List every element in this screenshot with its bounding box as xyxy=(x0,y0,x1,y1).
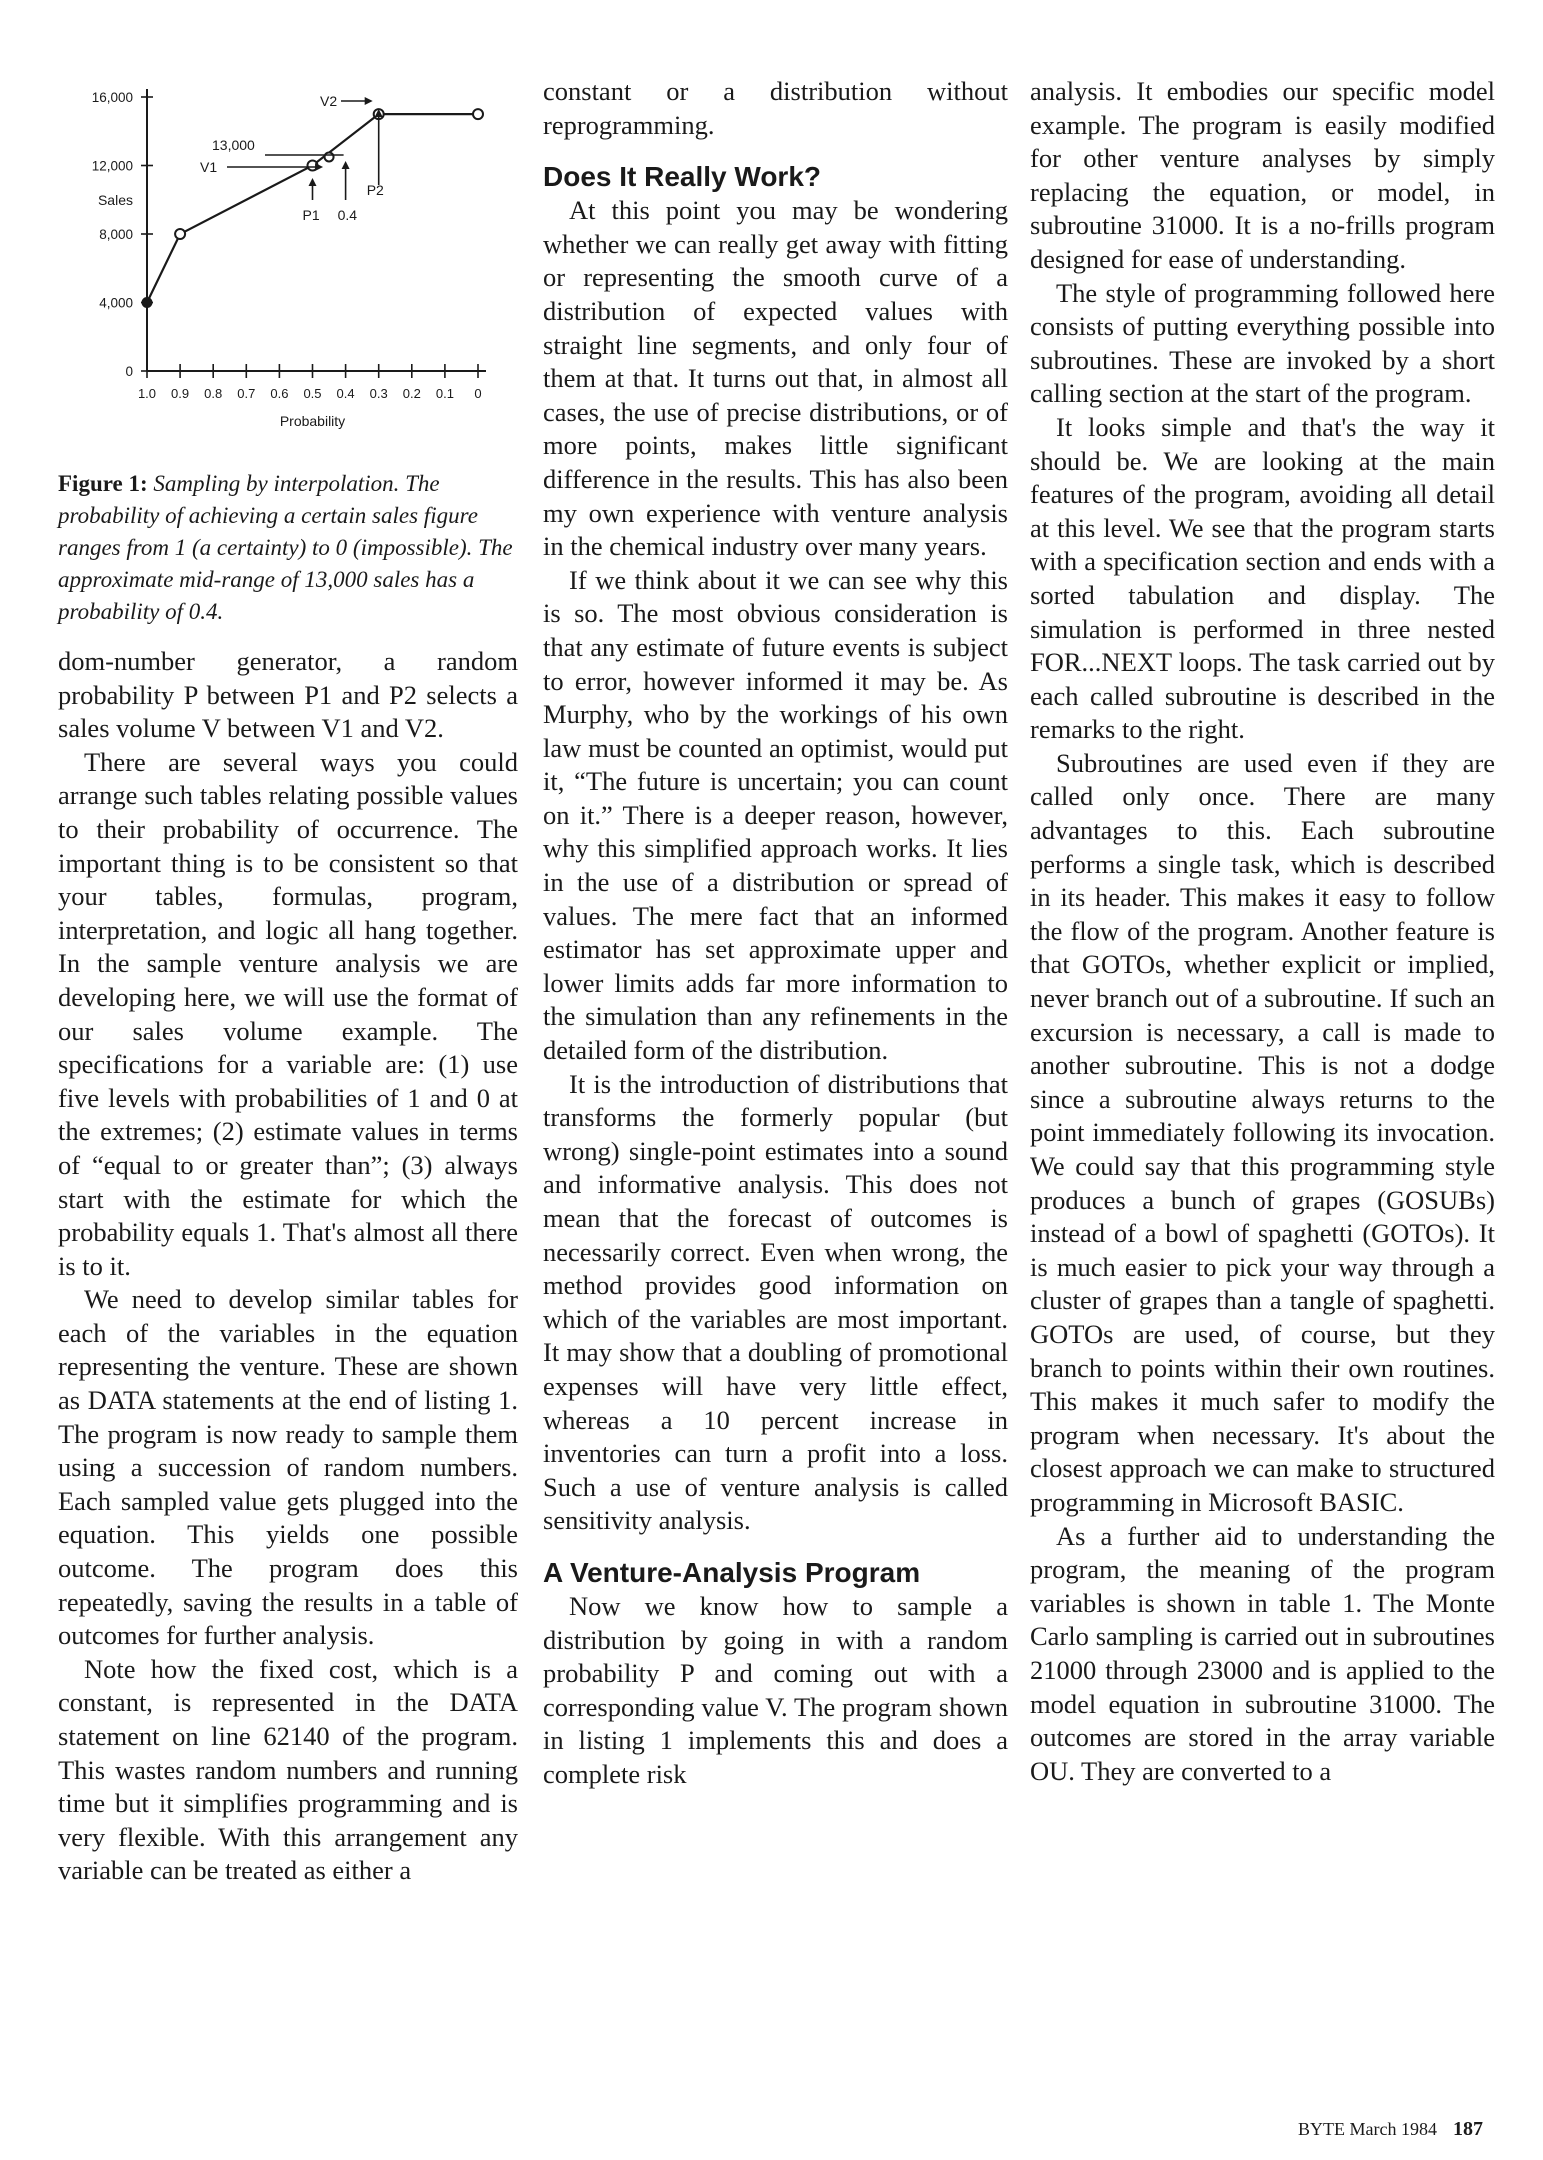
column-2 xyxy=(543,75,1008,1792)
y-tick-label: 4,000 xyxy=(99,295,133,311)
x-tick-label: 0.6 xyxy=(270,386,289,401)
y-tick-label: 16,000 xyxy=(91,90,133,105)
figure-1-chart xyxy=(58,75,518,455)
paragraph: The style of programming followed here consists of putting everything possible into subroutines. These are invoked by a short calling section at the start of the program. xyxy=(1030,277,1495,409)
annotation-v1: V1 xyxy=(200,159,218,175)
x-tick-label: 1.0 xyxy=(137,386,157,401)
x-tick-label: 0.1 xyxy=(435,386,454,401)
section-heading-venture-analysis-program: A Venture-Analysis Program xyxy=(543,1556,921,1588)
publication-info: BYTE March 1984 xyxy=(1298,2119,1437,2139)
data-point xyxy=(473,109,483,119)
x-tick-label: 0.4 xyxy=(336,386,355,401)
figure-caption-text: Sampling by interpolation. The probability of achieving a certain sales figure ranges from 1 (a certainty) to 0 (impossible). The approximate mid-range of 13,000 sales has a probability of 0.4. xyxy=(58,471,513,624)
page-number: 187 xyxy=(1453,2118,1483,2140)
x-tick-label: 0.9 xyxy=(171,386,190,401)
paragraph: analysis. It embodies our specific model example. The program is easily modified for other venture analyses by simply replacing the equation, or model, in subroutine 31000. It is a no-frills program designed for ease of understanding. xyxy=(1030,76,1495,274)
paragraph: It is the introduction of distributions that transforms the formerly popular (but wrong) single-point estimates into a sound and informative analysis. This does not mean that the forecast of outcomes is necessarily correct. Even when wrong, the method provides good information on which of the variables are most important. It may show that a doubling of promotional expenses will have very little effect, whereas a 10 percent increase in inventories can turn a profit into a loss. Such a use of venture analysis is called sensitivity analysis. xyxy=(543,1068,1008,1536)
paragraph: There are several ways you could arrange such tables relating possible values to their probability of occurrence. The important thing is to be consistent so that your tables, formulas, program, interpretation, and logic all hang together. In the sample venture analysis we are developing here, we will use the format of our sales volume example. The specifications for a variable are: (1) use five levels with probabilities of 1 and 0 at the extremes; (2) estimate values in terms of “equal to or greater than”; (3) always start with the estimate for which the probability equals 1. That's almost all there is to it. xyxy=(58,746,518,1281)
data-point xyxy=(175,229,185,239)
section-heading-does-it-really-work: Does It Really Work? xyxy=(543,161,822,193)
y-tick-label: 0 xyxy=(125,364,133,379)
annotation-v2: V2 xyxy=(320,93,338,109)
y-tick-label: 8,000 xyxy=(99,227,133,242)
paragraph: Note how the fixed cost, which is a constant, is represented in the DATA statement on line 62140 of the program. This wastes random numbers and running time but it simplifies programming and is very flexible. With this arrangement any variable can be treated as either a xyxy=(58,1653,518,1886)
interpolated-point xyxy=(325,152,334,161)
annotation-p1: P1 xyxy=(302,207,320,223)
y-tick-label: 12,000 xyxy=(91,158,133,174)
x-tick-label: 0.7 xyxy=(237,386,256,401)
x-axis-label: Probability xyxy=(279,413,346,429)
x-tick-label: 0 xyxy=(474,386,482,401)
data-point xyxy=(143,298,152,307)
annotation-p2: P2 xyxy=(366,182,384,198)
annotation-p1-value: 0.4 xyxy=(337,207,358,223)
x-tick-label: 0.3 xyxy=(369,386,388,401)
paragraph: It looks simple and that's the way it should be. We are looking at the main features of the program, avoiding all detail at this level. We see that the program starts with a specification section and ends with a sorted tabulation and display. The simulation is performed in three nested FOR...NEXT loops. The task carried out by each called subroutine is described in the remarks to the right. xyxy=(1030,411,1495,745)
paragraph: constant or a distribution without reprogramming. xyxy=(543,76,1008,140)
paragraph: If we think about it we can see why this is so. The most obvious consideration is that any estimate of future events is subject to error, however informed it may be. As Murphy, who by the workings of his own law must be counted an optimist, would put it, “The future is uncertain; you can count on it.” There is a deeper reason, however, why this simplified approach works. It lies in the use of a distribution or spread of values. The mere fact that an informed estimator has set approximate upper and lower limits adds far more information to the simulation than any refinements in the detailed form of the distribution. xyxy=(543,564,1008,1066)
annotation-04-arrowhead xyxy=(342,161,350,169)
annotation-v1-arrowhead xyxy=(315,163,323,171)
paragraph: Subroutines are used even if they are called only once. There are many advantages to this. Each subroutine performs a single task, which is described in its header. This makes it easy to follow the flow of the program. Another feature is that GOTOs, whether explicit or implied, never branch out of a subroutine. If such an excursion is necessary, a call is made to another subroutine. This is not a dodge since a subroutine always returns to the point immediately following its invocation. We could say that this programming style produces a bunch of grapes (GOSUBs) instead of a bowl of spaghetti (GOTOs). It is much easier to pick your way through a cluster of grapes than a tangle of spaghetti. GOTOs are used, of course, but they branch to points within their own routines. This makes it much safer to modify the program when necessary. It's about the closest approach we can make to structured programming in Microsoft BASIC. xyxy=(1030,747,1495,1517)
annotation-p1-arrowhead xyxy=(309,178,317,186)
x-tick-label: 0.5 xyxy=(303,386,322,401)
figure-caption-label: Figure 1: xyxy=(58,471,148,496)
figure-caption xyxy=(58,468,518,628)
paragraph: As a further aid to understanding the program, the meaning of the program variables is shown in table 1. The Monte Carlo sampling is carried out in subroutines 21000 through 23000 and is applied to the model equation in subroutine 31000. The outcomes are stored in the array variable OU. They are converted to a xyxy=(1030,1520,1495,1786)
paragraph: At this point you may be wondering whether we can really get away with fitting or representing the smooth curve of a distribution of expected values with straight line segments, and only four of them at that. It turns out that, in almost all cases, the use of precise distributions, or of more points, makes little significant difference in the results. This has also been my own experience with venture analysis in the chemical industry over many years. xyxy=(543,195,1008,562)
x-tick-label: 0.2 xyxy=(402,386,421,401)
paragraph: dom-number generator, a random probability P between P1 and P2 selects a sales volume V between V1 and V2. xyxy=(58,646,518,744)
x-tick-label: 0.8 xyxy=(204,386,223,401)
column-3 xyxy=(1030,75,1495,1788)
annotation-13000: 13,000 xyxy=(212,137,255,153)
paragraph: We need to develop similar tables for each of the variables in the equation representing the venture. These are shown as DATA statements at the end of listing 1. The program is now ready to sample them using a succession of random numbers. Each sampled value gets plugged into the equation. This yields one possible outcome. The program does this repeatedly, saving the results in a table of outcomes for further analysis. xyxy=(58,1284,518,1651)
y-axis-label: Sales xyxy=(97,191,133,208)
annotation-v2-arrowhead xyxy=(365,97,373,105)
page-footer xyxy=(1298,2118,1483,2141)
column-1-text xyxy=(58,645,518,1888)
paragraph: Now we know how to sample a distribution by going in with a random probability P and coming out with a corresponding value V. The program shown in listing 1 implements this and does a complete risk xyxy=(543,1590,1008,1789)
